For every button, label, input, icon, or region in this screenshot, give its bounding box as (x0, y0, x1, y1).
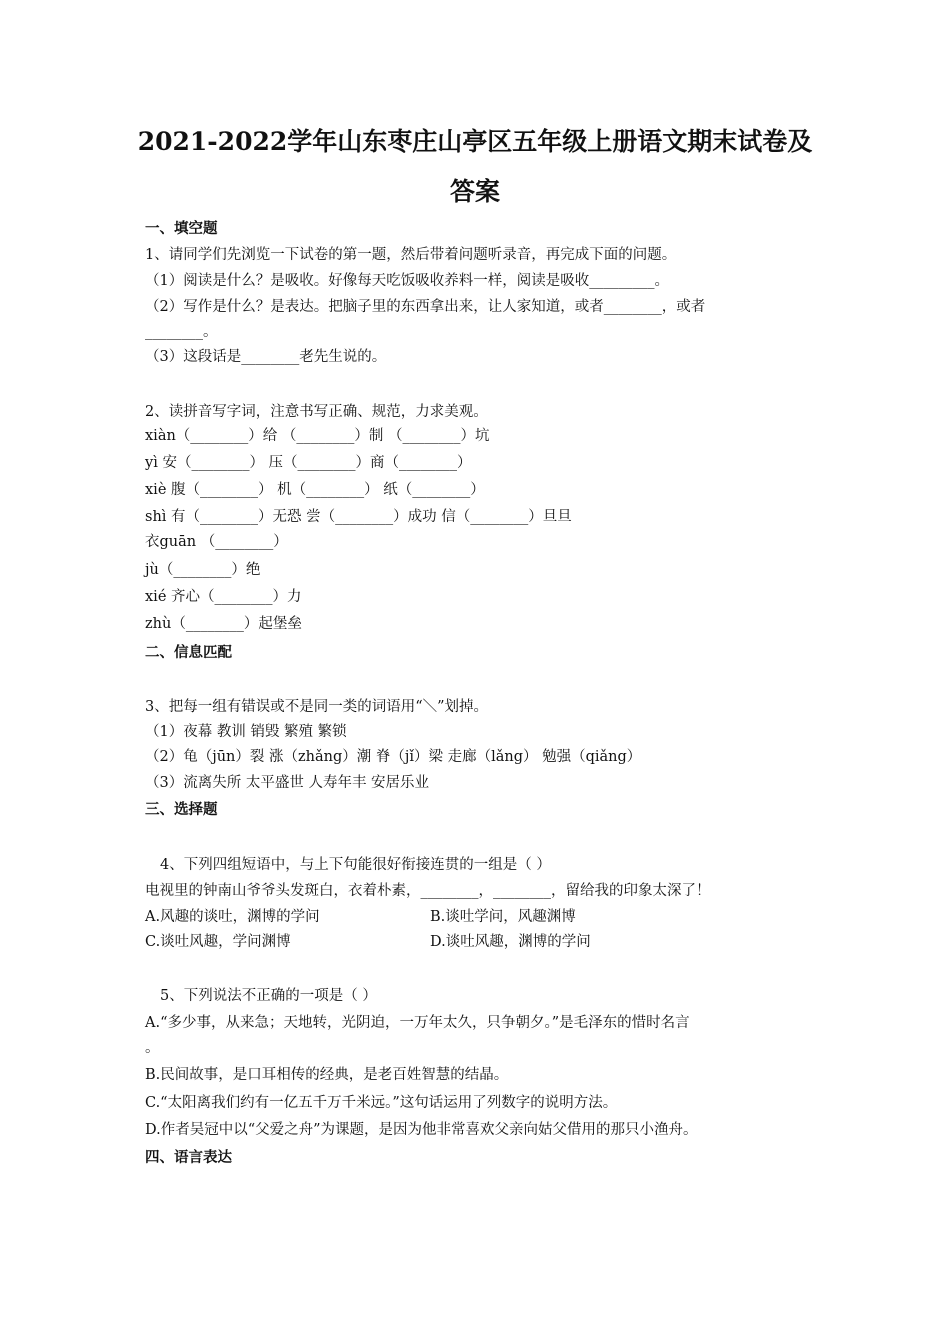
q4-sentence: 电视里的钟南山爷爷头发斑白，衣着朴素，________，________，留给我的印象太深了！ (145, 883, 711, 899)
q3-line3: （3）流离失所 太平盛世 人寿年丰 安居乐业 (145, 775, 430, 791)
q5-option-c: C.“太阳离我们约有一亿五千万千米远。”这句话运用了列数字的说明方法。 (145, 1095, 618, 1111)
q2-line8: zhù（________）起堡垒 (145, 616, 302, 632)
q5-option-d: D.作者吴冠中以“父爱之舟”为课题，是因为他非常喜欢父亲向姑父借用的那只小渔舟。 (145, 1122, 698, 1138)
page-title-line2: 答案 (449, 177, 500, 206)
page-title-line1: 2021-2022学年山东枣庄山亭区五年级上册语文期末试卷及 (137, 127, 813, 156)
q3-line1: （1）夜幕 教训 销毁 繁殖 繁锁 (145, 724, 347, 740)
q2-line6: jù（________）绝 (145, 562, 261, 578)
q1-part1: （1）阅读是什么？是吸收。好像每天吃饭吸收养料一样，阅读是吸收_________。 (145, 273, 669, 289)
q1-stem: 1、请同学们先浏览一下试卷的第一题，然后带着问题听录音，再完成下面的问题。 (145, 247, 677, 263)
q3-stem: 3、把每一组有错误或不是同一类的词语用“＼”划掉。 (145, 699, 489, 715)
q1-part3: （3）这段话是________老先生说的。 (145, 349, 387, 365)
q2-line1: xiàn（________）给 （________）制 （________）坑 (145, 428, 490, 444)
q2-line7: xié 齐心（________）力 (145, 589, 302, 605)
section-heading-choice: 三、选择题 (145, 801, 218, 818)
q4-option-a: A.风趣的谈吐，渊博的学问 (145, 909, 320, 925)
q5-stem: 5、下列说法不正确的一项是（ ） (160, 988, 377, 1004)
q4-stem: 4、下列四组短语中，与上下句能很好衔接连贯的一组是（ ） (160, 857, 551, 873)
q2-line3: xiè 腹（________） 机（________） 纸（________） (145, 482, 485, 498)
q3-line2: （2）龟（jūn）裂 涨（zhǎng）潮 脊（jǐ）梁 走廊（lǎng） 勉强（qiǎng） (145, 749, 642, 765)
q4-option-c: C.谈吐风趣，学问渊博 (145, 934, 291, 950)
q5-option-a-line1: A.“多少事，从来急；天地转，光阴迫，一万年太久，只争朝夕。”是毛泽东的惜时名言 (145, 1015, 690, 1031)
q2-line5: 衣guān （________） (145, 534, 288, 550)
q2-line2: yì 安（________） 压（________）商（________） (145, 455, 472, 471)
q4-option-d: D.谈吐风趣，渊博的学问 (430, 934, 591, 950)
q4-option-b: B.谈吐学问，风趣渊博 (430, 909, 576, 925)
section-heading-match: 二、信息匹配 (145, 644, 232, 661)
q5-option-b: B.民间故事，是口耳相传的经典，是老百姓智慧的结晶。 (145, 1067, 509, 1083)
q1-part2-line1: （2）写作是什么？是表达。把脑子里的东西拿出来，让人家知道，或者________，或者 (145, 299, 706, 315)
q2-stem: 2、读拼音写字词，注意书写正确、规范，力求美观。 (145, 404, 488, 420)
section-heading-fill: 一、填空题 (145, 220, 218, 237)
q1-part2-line2: ________。 (145, 324, 218, 340)
q5-option-a-line2: 。 (145, 1040, 160, 1056)
section-heading-expression: 四、语言表达 (145, 1149, 232, 1166)
q2-line4: shì 有（________）无恐 尝（________）成功 信（________）旦旦 (145, 509, 572, 525)
